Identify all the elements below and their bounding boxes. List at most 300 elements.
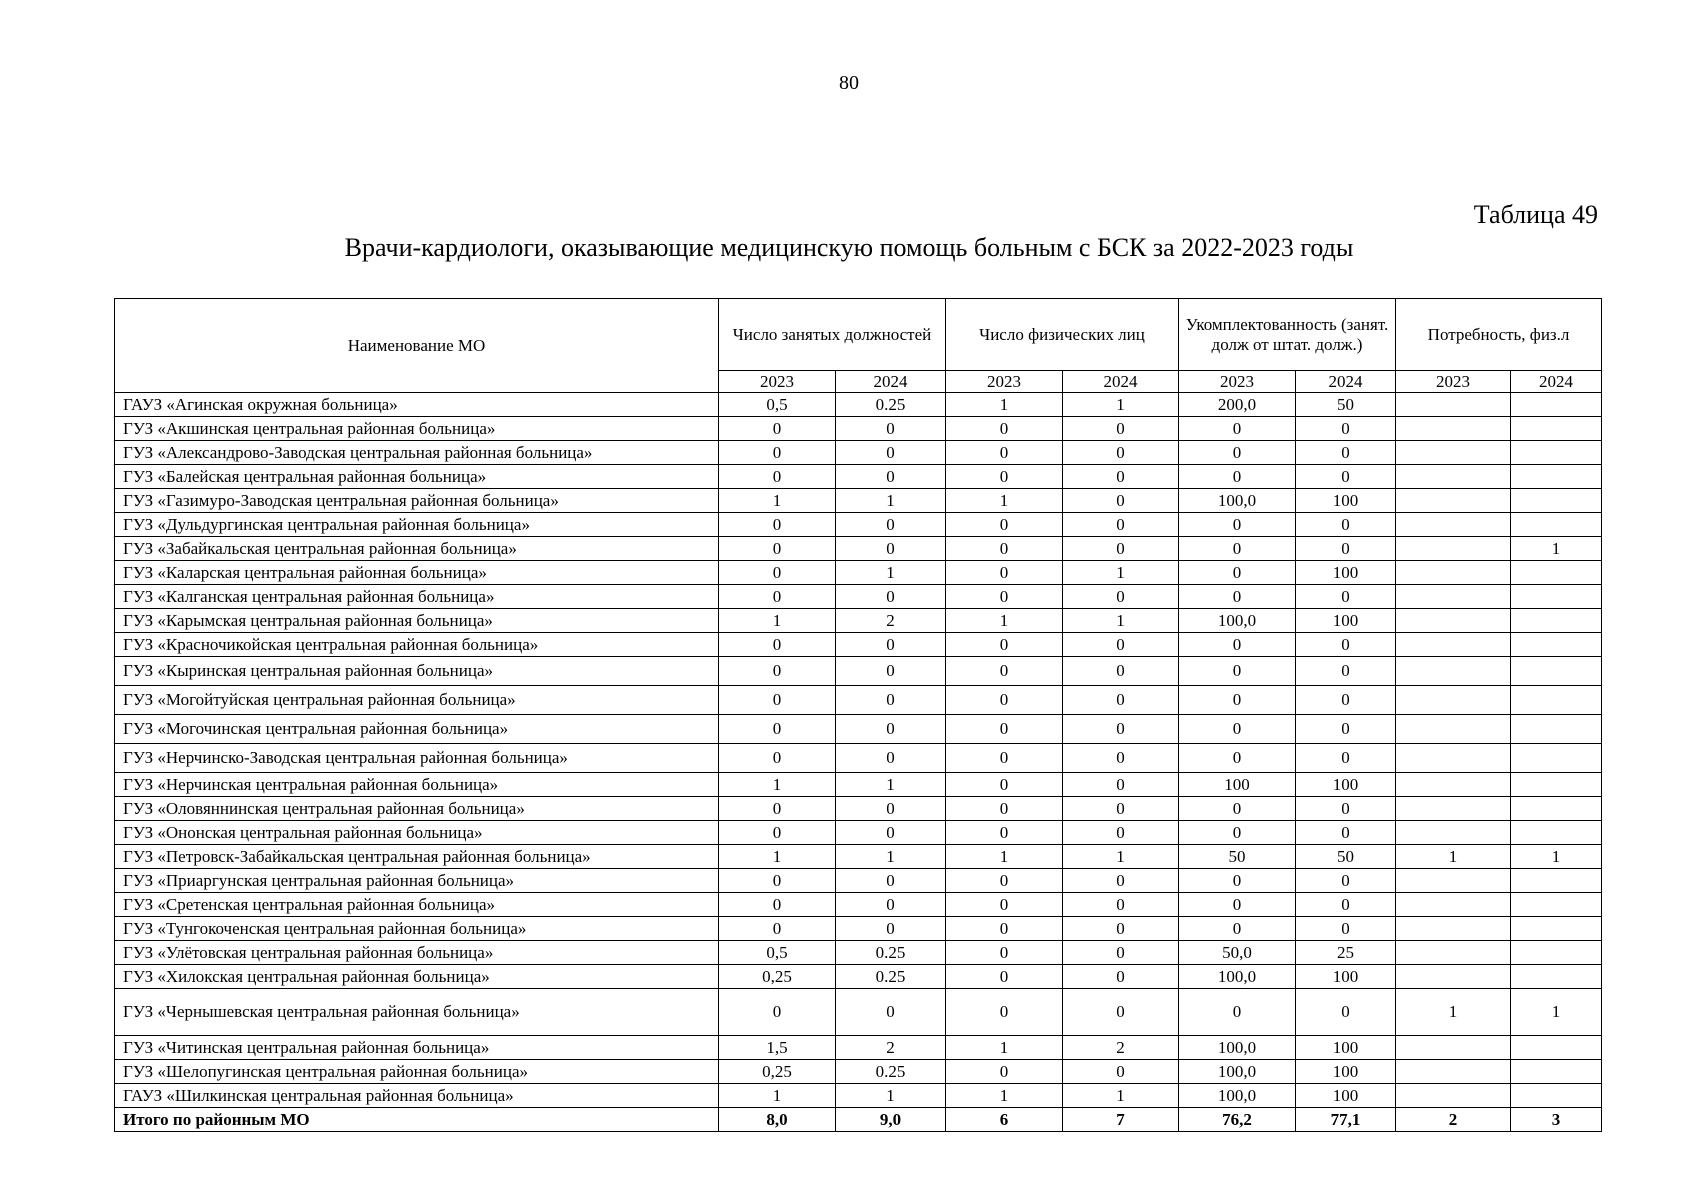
value-cell: 0	[1063, 489, 1179, 513]
value-cell: 50	[1296, 845, 1396, 869]
value-cell	[1396, 1060, 1511, 1084]
value-cell	[1396, 869, 1511, 893]
value-cell: 1	[836, 561, 946, 585]
value-cell: 100,0	[1179, 1036, 1296, 1060]
table-body	[115, 393, 1602, 1132]
value-cell: 0	[836, 893, 946, 917]
value-cell: 1	[836, 845, 946, 869]
value-cell: 0	[719, 744, 836, 773]
table-row	[115, 1084, 1602, 1108]
value-cell: 0	[946, 561, 1063, 585]
table-row	[115, 489, 1602, 513]
value-cell: 0	[1179, 715, 1296, 744]
value-cell: 0	[1063, 965, 1179, 989]
value-cell: 0	[836, 633, 946, 657]
value-cell: 0	[719, 465, 836, 489]
value-cell: 0	[719, 797, 836, 821]
value-cell	[1511, 893, 1602, 917]
value-cell: 1	[1511, 845, 1602, 869]
table-row	[115, 715, 1602, 744]
value-cell: 0	[836, 686, 946, 715]
table-row	[115, 393, 1602, 417]
value-cell: 0	[719, 869, 836, 893]
value-cell: 100	[1296, 1084, 1396, 1108]
value-cell: 0.25	[836, 941, 946, 965]
value-cell: 0	[946, 893, 1063, 917]
mo-name-cell: ГУЗ «Оловяннинская центральная районная больница»	[115, 797, 719, 821]
value-cell	[1511, 744, 1602, 773]
value-cell: 0.25	[836, 965, 946, 989]
table-row	[115, 609, 1602, 633]
table-row	[115, 513, 1602, 537]
value-cell: 0	[946, 989, 1063, 1036]
value-cell	[1396, 633, 1511, 657]
value-cell: 1	[946, 393, 1063, 417]
mo-name-cell: ГУЗ «Нерчинско-Заводская центральная районная больница»	[115, 744, 719, 773]
value-cell	[1511, 609, 1602, 633]
value-cell: 100,0	[1179, 965, 1296, 989]
value-cell: 0	[836, 465, 946, 489]
value-cell: 50,0	[1179, 941, 1296, 965]
value-cell: 0	[1063, 821, 1179, 845]
value-cell: 0	[1296, 686, 1396, 715]
value-cell: 100,0	[1179, 609, 1296, 633]
table-row	[115, 845, 1602, 869]
table-row	[115, 561, 1602, 585]
value-cell: 0	[1063, 917, 1179, 941]
mo-name-cell: ГУЗ «Красночикойская центральная районная больница»	[115, 633, 719, 657]
mo-name-cell: ГУЗ «Дульдургинская центральная районная больница»	[115, 513, 719, 537]
value-cell: 0	[946, 965, 1063, 989]
mo-name-cell: ГУЗ «Могойтуйская центральная районная больница»	[115, 686, 719, 715]
value-cell: 0	[719, 537, 836, 561]
mo-name-cell: ГУЗ «Могочинская центральная районная больница»	[115, 715, 719, 744]
value-cell: 0	[1296, 821, 1396, 845]
value-cell: 0	[1063, 417, 1179, 441]
value-cell	[1396, 1084, 1511, 1108]
value-cell: 9,0	[836, 1108, 946, 1132]
value-cell: 0	[719, 686, 836, 715]
value-cell: 0	[836, 917, 946, 941]
value-cell: 0	[1063, 537, 1179, 561]
mo-name-cell: ГУЗ «Забайкальская центральная районная больница»	[115, 537, 719, 561]
value-cell	[1396, 941, 1511, 965]
mo-name-cell: ГАУЗ «Шилкинская центральная районная больница»	[115, 1084, 719, 1108]
value-cell: 0	[719, 441, 836, 465]
value-cell: 1	[946, 1036, 1063, 1060]
value-cell	[1511, 821, 1602, 845]
header-group-persons: Число физических лиц	[946, 299, 1179, 371]
header-group-need: Потребность, физ.л	[1396, 299, 1602, 371]
table-row	[115, 893, 1602, 917]
header-year: 2024	[1296, 371, 1396, 393]
value-cell: 2	[836, 609, 946, 633]
document-title: Врачи-кардиологи, оказывающие медицинскую помощь больным с БСК за 2022-2023 годы	[344, 233, 1354, 262]
value-cell: 0	[1179, 989, 1296, 1036]
table-row	[115, 917, 1602, 941]
table-row	[115, 441, 1602, 465]
value-cell: 0	[946, 417, 1063, 441]
value-cell: 0	[946, 917, 1063, 941]
value-cell: 0	[1179, 657, 1296, 686]
value-cell	[1511, 393, 1602, 417]
value-cell	[1511, 657, 1602, 686]
value-cell: 0	[1296, 513, 1396, 537]
value-cell: 0	[946, 657, 1063, 686]
value-cell	[1511, 633, 1602, 657]
value-cell: 0.25	[836, 1060, 946, 1084]
value-cell: 0	[946, 773, 1063, 797]
value-cell: 0	[1179, 797, 1296, 821]
value-cell: 100	[1296, 609, 1396, 633]
value-cell: 100	[1296, 965, 1396, 989]
value-cell: 0	[1179, 686, 1296, 715]
table-label: Таблица 49	[1473, 200, 1598, 229]
value-cell: 0	[836, 417, 946, 441]
value-cell: 0	[946, 537, 1063, 561]
value-cell: 0	[719, 633, 836, 657]
value-cell: 100	[1296, 1060, 1396, 1084]
value-cell: 1	[836, 773, 946, 797]
value-cell: 0	[1296, 893, 1396, 917]
value-cell: 76,2	[1179, 1108, 1296, 1132]
value-cell: 0	[946, 513, 1063, 537]
value-cell: 1	[719, 1084, 836, 1108]
value-cell	[1396, 537, 1511, 561]
value-cell	[1511, 441, 1602, 465]
value-cell	[1396, 821, 1511, 845]
value-cell: 0	[1063, 941, 1179, 965]
value-cell	[1396, 715, 1511, 744]
value-cell	[1396, 417, 1511, 441]
value-cell: 0,5	[719, 941, 836, 965]
header-name: Наименование МО	[115, 299, 719, 393]
value-cell: 100	[1296, 561, 1396, 585]
value-cell: 0	[946, 869, 1063, 893]
header-year: 2023	[1396, 371, 1511, 393]
table-row	[115, 941, 1602, 965]
value-cell	[1396, 917, 1511, 941]
table-row	[115, 869, 1602, 893]
value-cell	[1396, 513, 1511, 537]
header-year: 2023	[719, 371, 836, 393]
table-row	[115, 989, 1602, 1036]
value-cell	[1511, 585, 1602, 609]
mo-name-cell: ГУЗ «Тунгокоченская центральная районная больница»	[115, 917, 719, 941]
value-cell: 0	[1063, 1060, 1179, 1084]
value-cell: 6	[946, 1108, 1063, 1132]
value-cell: 0	[1179, 917, 1296, 941]
value-cell: 0	[1296, 744, 1396, 773]
header-year: 2024	[1511, 371, 1602, 393]
value-cell: 0	[719, 417, 836, 441]
value-cell: 0	[946, 465, 1063, 489]
table-row	[115, 797, 1602, 821]
table-row	[115, 1060, 1602, 1084]
value-cell: 0	[1063, 773, 1179, 797]
cardiologists-table	[114, 298, 1602, 1132]
value-cell	[1396, 686, 1511, 715]
value-cell: 1	[719, 609, 836, 633]
value-cell: 0	[1296, 657, 1396, 686]
value-cell: 0	[1063, 513, 1179, 537]
value-cell: 1	[1063, 561, 1179, 585]
value-cell	[1511, 417, 1602, 441]
value-cell: 200,0	[1179, 393, 1296, 417]
table-row	[115, 686, 1602, 715]
value-cell: 0,25	[719, 1060, 836, 1084]
value-cell: 0	[719, 513, 836, 537]
table-row	[115, 585, 1602, 609]
value-cell: 1	[719, 489, 836, 513]
value-cell	[1511, 917, 1602, 941]
value-cell	[1396, 965, 1511, 989]
value-cell	[1511, 465, 1602, 489]
value-cell	[1396, 489, 1511, 513]
value-cell: 1	[1396, 989, 1511, 1036]
value-cell: 1,5	[719, 1036, 836, 1060]
mo-name-cell: ГУЗ «Александрово-Заводская центральная районная больница»	[115, 441, 719, 465]
table-row	[115, 633, 1602, 657]
value-cell: 0	[719, 657, 836, 686]
value-cell: 1	[719, 845, 836, 869]
value-cell: 0	[1296, 869, 1396, 893]
value-cell: 0	[1296, 465, 1396, 489]
value-cell: 1	[836, 489, 946, 513]
value-cell: 0	[836, 537, 946, 561]
value-cell	[1396, 441, 1511, 465]
table-row	[115, 965, 1602, 989]
value-cell	[1396, 1036, 1511, 1060]
value-cell: 0	[1063, 441, 1179, 465]
value-cell	[1511, 561, 1602, 585]
value-cell: 0	[1179, 561, 1296, 585]
value-cell: 0	[946, 744, 1063, 773]
value-cell: 0	[1063, 797, 1179, 821]
mo-name-cell: ГУЗ «Петровск-Забайкальская центральная районная больница»	[115, 845, 719, 869]
mo-name-cell: ГУЗ «Нерчинская центральная районная больница»	[115, 773, 719, 797]
value-cell: 0	[1179, 417, 1296, 441]
value-cell: 0	[946, 821, 1063, 845]
value-cell	[1396, 465, 1511, 489]
value-cell	[1511, 941, 1602, 965]
value-cell	[1511, 965, 1602, 989]
value-cell: 77,1	[1296, 1108, 1396, 1132]
value-cell: 0	[1179, 537, 1296, 561]
value-cell: 0	[1179, 893, 1296, 917]
value-cell: 0	[836, 797, 946, 821]
value-cell: 0	[836, 989, 946, 1036]
value-cell	[1396, 773, 1511, 797]
value-cell: 0	[836, 513, 946, 537]
mo-name-cell: ГУЗ «Балейская центральная районная больница»	[115, 465, 719, 489]
value-cell: 0	[1179, 465, 1296, 489]
value-cell	[1511, 1060, 1602, 1084]
value-cell: 1	[1511, 989, 1602, 1036]
table-row	[115, 657, 1602, 686]
value-cell: 0	[1179, 441, 1296, 465]
table-row	[115, 744, 1602, 773]
value-cell: 0	[719, 715, 836, 744]
value-cell: 0	[946, 441, 1063, 465]
mo-name-cell: ГУЗ «Сретенская центральная районная больница»	[115, 893, 719, 917]
mo-name-cell: ГУЗ «Читинская центральная районная больница»	[115, 1036, 719, 1060]
value-cell: 50	[1296, 393, 1396, 417]
value-cell: 1	[1063, 845, 1179, 869]
value-cell: 2	[1396, 1108, 1511, 1132]
value-cell: 8,0	[719, 1108, 836, 1132]
value-cell: 1	[719, 773, 836, 797]
value-cell: 0	[1063, 585, 1179, 609]
value-cell: 0	[1179, 513, 1296, 537]
value-cell	[1396, 797, 1511, 821]
value-cell: 100,0	[1179, 489, 1296, 513]
value-cell: 0	[1063, 869, 1179, 893]
value-cell: 0	[1296, 989, 1396, 1036]
table-row	[115, 821, 1602, 845]
value-cell: 0	[719, 821, 836, 845]
value-cell: 0	[836, 657, 946, 686]
value-cell: 1	[1063, 1084, 1179, 1108]
value-cell: 0	[719, 561, 836, 585]
value-cell: 100,0	[1179, 1084, 1296, 1108]
value-cell: 0.25	[836, 393, 946, 417]
mo-name-cell: ГУЗ «Калганская центральная районная больница»	[115, 585, 719, 609]
value-cell: 0	[1179, 585, 1296, 609]
value-cell: 0	[719, 585, 836, 609]
value-cell: 0	[1063, 893, 1179, 917]
mo-name-cell: ГУЗ «Газимуро-Заводская центральная районная больница»	[115, 489, 719, 513]
value-cell: 0	[836, 585, 946, 609]
value-cell	[1511, 773, 1602, 797]
value-cell: 0	[1296, 441, 1396, 465]
value-cell	[1396, 744, 1511, 773]
mo-name-cell: ГУЗ «Ононская центральная районная больница»	[115, 821, 719, 845]
value-cell: 0	[719, 893, 836, 917]
value-cell: 0	[1296, 585, 1396, 609]
table-row	[115, 465, 1602, 489]
value-cell: 0	[1296, 715, 1396, 744]
value-cell: 0	[1179, 633, 1296, 657]
value-cell: 0,25	[719, 965, 836, 989]
mo-name-cell: ГУЗ «Чернышевская центральная районная больница»	[115, 989, 719, 1036]
table-row	[115, 537, 1602, 561]
value-cell	[1396, 585, 1511, 609]
value-cell: 0	[946, 633, 1063, 657]
value-cell: 0	[1179, 821, 1296, 845]
header-group-positions: Число занятых должностей	[719, 299, 946, 371]
mo-name-cell: ГУЗ «Приаргунская центральная районная больница»	[115, 869, 719, 893]
mo-name-cell: ГУЗ «Каларская центральная районная больница»	[115, 561, 719, 585]
value-cell: 2	[1063, 1036, 1179, 1060]
value-cell: 0	[1063, 633, 1179, 657]
value-cell	[1396, 657, 1511, 686]
value-cell	[1511, 715, 1602, 744]
value-cell: 1	[946, 489, 1063, 513]
table-row	[115, 1036, 1602, 1060]
value-cell: 0	[1063, 465, 1179, 489]
mo-name-cell: ГУЗ «Улётовская центральная районная больница»	[115, 941, 719, 965]
value-cell	[1396, 893, 1511, 917]
value-cell	[1511, 513, 1602, 537]
header-year: 2024	[836, 371, 946, 393]
value-cell: 0	[836, 744, 946, 773]
mo-name-cell: ГАУЗ «Агинская окружная больница»	[115, 393, 719, 417]
value-cell: 3	[1511, 1108, 1602, 1132]
value-cell: 0	[719, 989, 836, 1036]
value-cell: 50	[1179, 845, 1296, 869]
value-cell: 0	[946, 686, 1063, 715]
header-year: 2023	[1179, 371, 1296, 393]
value-cell: 100	[1296, 773, 1396, 797]
mo-name-cell: ГУЗ «Хилокская центральная районная больница»	[115, 965, 719, 989]
value-cell: 0	[946, 797, 1063, 821]
mo-name-cell: ГУЗ «Акшинская центральная районная больница»	[115, 417, 719, 441]
value-cell: 0	[1296, 797, 1396, 821]
header-year: 2023	[946, 371, 1063, 393]
header-group-staffing: Укомплектованность (занят. долж от штат. долж.)	[1179, 299, 1396, 371]
value-cell: 0	[1296, 917, 1396, 941]
value-cell: 0	[1063, 657, 1179, 686]
value-cell	[1396, 609, 1511, 633]
value-cell: 100	[1179, 773, 1296, 797]
value-cell: 0	[1296, 633, 1396, 657]
value-cell	[1511, 489, 1602, 513]
value-cell: 1	[946, 1084, 1063, 1108]
value-cell: 0	[836, 715, 946, 744]
value-cell: 0	[836, 441, 946, 465]
value-cell: 0	[1179, 744, 1296, 773]
value-cell: 0	[946, 1060, 1063, 1084]
value-cell	[1511, 1084, 1602, 1108]
value-cell: 2	[836, 1036, 946, 1060]
value-cell: 1	[1396, 845, 1511, 869]
value-cell: 1	[946, 609, 1063, 633]
value-cell: 1	[1511, 537, 1602, 561]
header-year: 2024	[1063, 371, 1179, 393]
value-cell	[1396, 393, 1511, 417]
value-cell: 100,0	[1179, 1060, 1296, 1084]
mo-name-cell: Итого по районным МО	[115, 1108, 719, 1132]
value-cell: 0	[946, 715, 1063, 744]
value-cell: 0	[1063, 744, 1179, 773]
value-cell: 25	[1296, 941, 1396, 965]
value-cell: 1	[1063, 609, 1179, 633]
value-cell	[1396, 561, 1511, 585]
total-row	[115, 1108, 1602, 1132]
value-cell: 0	[1296, 417, 1396, 441]
table-row	[115, 417, 1602, 441]
value-cell: 0	[836, 869, 946, 893]
table-row	[115, 773, 1602, 797]
value-cell: 0	[1296, 537, 1396, 561]
value-cell: 0	[1063, 989, 1179, 1036]
value-cell: 0,5	[719, 393, 836, 417]
value-cell: 100	[1296, 1036, 1396, 1060]
value-cell: 0	[1063, 686, 1179, 715]
value-cell: 1	[946, 845, 1063, 869]
value-cell	[1511, 686, 1602, 715]
value-cell: 0	[946, 941, 1063, 965]
value-cell	[1511, 869, 1602, 893]
value-cell	[1511, 1036, 1602, 1060]
mo-name-cell: ГУЗ «Кыринская центральная районная больница»	[115, 657, 719, 686]
value-cell: 0	[1179, 869, 1296, 893]
page-number: 80	[839, 72, 859, 94]
value-cell	[1511, 797, 1602, 821]
value-cell: 7	[1063, 1108, 1179, 1132]
value-cell: 0	[1063, 715, 1179, 744]
